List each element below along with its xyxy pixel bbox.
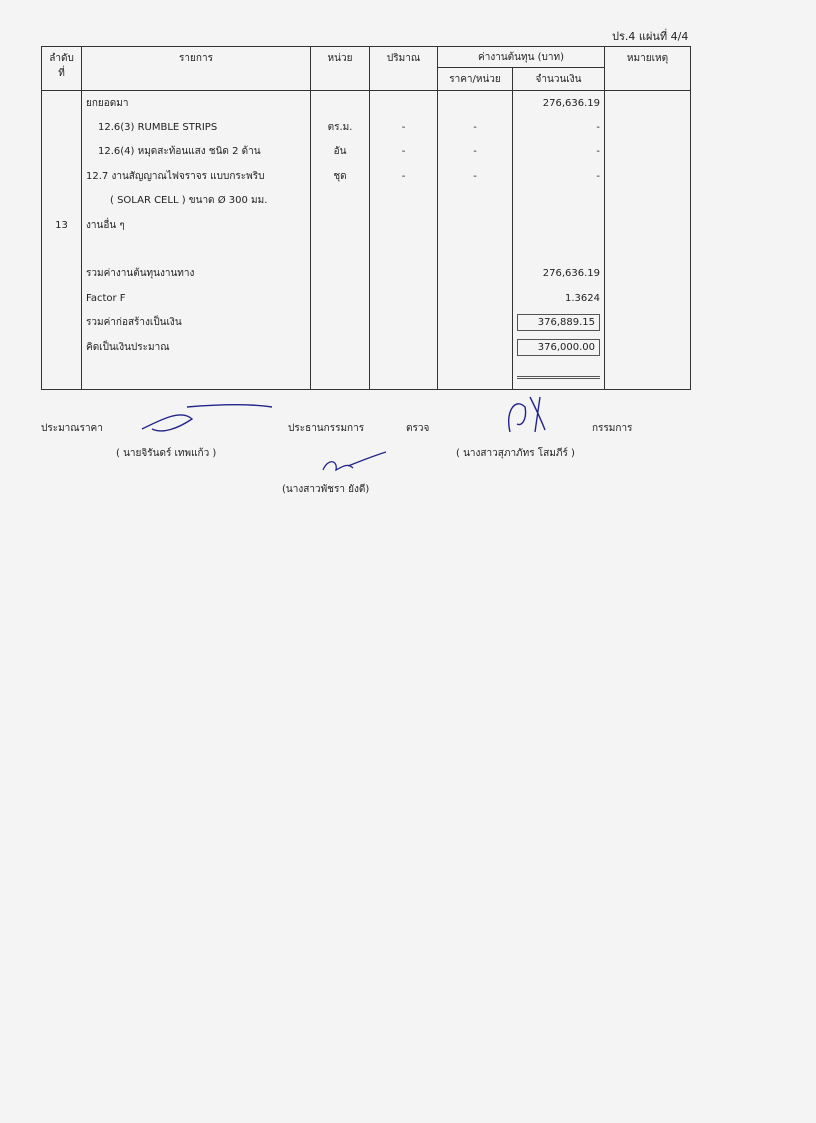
row-amount: 276,636.19: [513, 91, 605, 116]
row-qty: -: [370, 164, 438, 188]
row-amount: 1.3624: [513, 286, 605, 310]
row-unit: [311, 91, 370, 116]
chair-name: ( นายจิรันดร์ เทพแก้ว ): [116, 448, 217, 459]
row-amount: [513, 189, 605, 213]
row-price: [438, 335, 513, 359]
row-qty: [370, 237, 438, 261]
table-row: [42, 189, 691, 213]
row-item: [82, 237, 311, 261]
chair-title: ประธานกรรมการ: [288, 423, 365, 434]
row-qty: [370, 335, 438, 359]
row-item: Factor F: [82, 286, 311, 310]
table-row-blank: [42, 359, 691, 390]
row-price: [438, 237, 513, 261]
row-no: [42, 164, 82, 188]
member2-name: (นางสาวพัชรา ยังดี): [282, 484, 370, 495]
row-no: [42, 115, 82, 139]
member-title: กรรมการ: [592, 423, 633, 434]
header-cost-group: ค่างานต้นทุน (บาท): [438, 47, 605, 68]
row-remark: [605, 164, 691, 188]
row-amount: -: [513, 164, 605, 188]
row-qty: [370, 262, 438, 286]
row-unit: [311, 286, 370, 310]
row-item: รวมค่างานต้นทุนงานทาง: [82, 262, 311, 286]
row-unit: อัน: [311, 140, 370, 164]
header-no: ลำดับที่: [42, 47, 82, 91]
table-row: [42, 213, 691, 237]
row-amount: [513, 335, 605, 359]
table-row: [42, 335, 691, 359]
row-no: [42, 140, 82, 164]
row-price: -: [438, 115, 513, 139]
table-row: [42, 140, 691, 164]
page-reference: ปร.4 แผ่นที่ 4/4: [612, 30, 689, 43]
row-remark: [605, 213, 691, 237]
row-remark: [605, 286, 691, 310]
row-remark: [605, 140, 691, 164]
row-unit: [311, 335, 370, 359]
row-unit: [311, 311, 370, 335]
estimated-total-value: 376,000.00: [517, 339, 600, 356]
row-unit: ชุด: [311, 164, 370, 188]
member-name: ( นางสาวสุภาภัทร โสมภีร์ ): [456, 448, 575, 459]
row-remark: [605, 189, 691, 213]
row-item: 12.7 งานสัญญาณไฟจราจร แบบกระพริบ: [82, 164, 311, 188]
header-qty: ปริมาณ: [370, 47, 438, 91]
total-construction-value: 376,889.15: [517, 314, 600, 331]
row-item: ยกยอดมา: [82, 91, 311, 116]
row-remark: [605, 335, 691, 359]
row-item: 12.6(3) RUMBLE STRIPS: [82, 115, 311, 139]
row-unit: [311, 189, 370, 213]
row-price: [438, 189, 513, 213]
table-row: [42, 237, 691, 261]
row-no: [42, 237, 82, 261]
row-amount: -: [513, 115, 605, 139]
row-qty: [370, 311, 438, 335]
table-row: [42, 286, 691, 310]
row-amount: 276,636.19: [513, 262, 605, 286]
cost-table: [41, 46, 691, 390]
header-unit: หน่วย: [311, 47, 370, 91]
chair-signature-image: [132, 399, 277, 439]
row-amount: [513, 311, 605, 335]
row-remark: [605, 311, 691, 335]
row-no: [42, 262, 82, 286]
row-item: งานอื่น ๆ: [82, 213, 311, 237]
row-qty: [370, 213, 438, 237]
row-item: รวมค่าก่อสร้างเป็นเงิน: [82, 311, 311, 335]
row-unit: ตร.ม.: [311, 115, 370, 139]
row-unit: [311, 262, 370, 286]
header-price-unit: ราคา/หน่วย: [438, 68, 513, 91]
prepared-by-label: ประมาณราคา: [41, 423, 103, 434]
row-unit: [311, 213, 370, 237]
header-amount: จำนวนเงิน: [513, 68, 605, 91]
table-row: [42, 311, 691, 335]
check-label: ตรวจ: [406, 423, 430, 434]
table-row: [42, 115, 691, 139]
row-no: [42, 335, 82, 359]
row-price: [438, 262, 513, 286]
row-no: [42, 189, 82, 213]
row-unit: [311, 237, 370, 261]
row-remark: [605, 115, 691, 139]
row-qty: [370, 286, 438, 310]
row-qty: [370, 91, 438, 116]
row-qty: [370, 189, 438, 213]
row-price: [438, 91, 513, 116]
member2-signature-image: [318, 448, 388, 478]
table-row: [42, 164, 691, 188]
member-signature-image: [495, 392, 555, 437]
row-no: 13: [42, 213, 82, 237]
table-row: [42, 262, 691, 286]
row-item: คิดเป็นเงินประมาณ: [82, 335, 311, 359]
row-price: [438, 213, 513, 237]
header-item: รายการ: [82, 47, 311, 91]
row-price: [438, 311, 513, 335]
row-remark: [605, 91, 691, 116]
row-price: -: [438, 140, 513, 164]
row-remark: [605, 237, 691, 261]
table-row: [42, 91, 691, 116]
row-no: [42, 91, 82, 116]
row-amount: [513, 213, 605, 237]
row-qty: -: [370, 115, 438, 139]
row-price: [438, 286, 513, 310]
row-remark: [605, 262, 691, 286]
row-amount: [513, 237, 605, 261]
row-item: ( SOLAR CELL ) ขนาด Ø 300 มม.: [82, 189, 311, 213]
row-qty: -: [370, 140, 438, 164]
row-no: [42, 286, 82, 310]
header-remark: หมายเหตุ: [605, 47, 691, 91]
row-no: [42, 311, 82, 335]
row-item: 12.6(4) หมุดสะท้อนแสง ชนิด 2 ด้าน: [82, 140, 311, 164]
row-price: -: [438, 164, 513, 188]
row-amount: -: [513, 140, 605, 164]
